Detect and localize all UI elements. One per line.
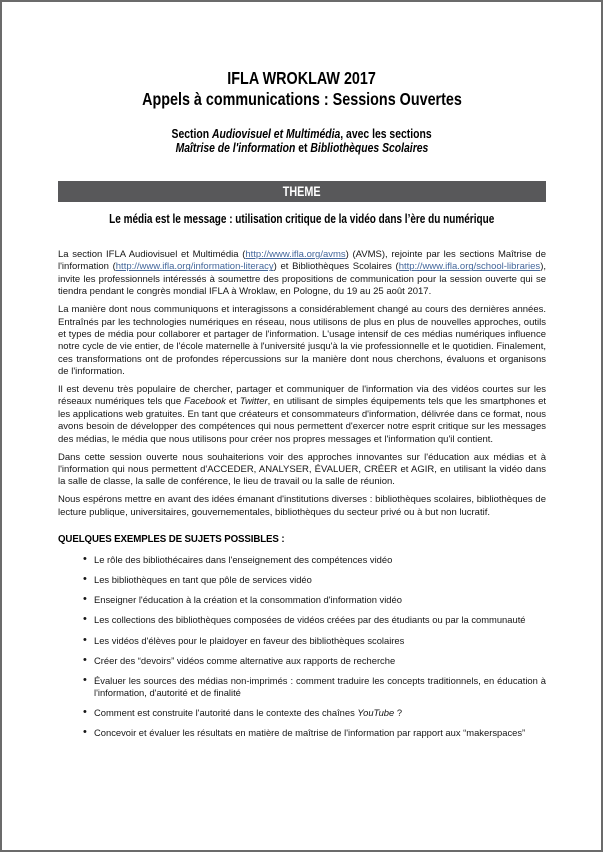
topic-item: • Les vidéos d'élèves pour le plaidoyer en faveur des bibliothèques scolaires	[58, 635, 546, 648]
topic-item: • Créer des “devoirs” vidéos comme alternative aux rapports de recherche	[58, 655, 546, 668]
topic-item: • Enseigner l'éducation à la création et la consommation d'information vidéo	[58, 594, 546, 607]
document-body	[58, 249, 546, 519]
section-subtitle	[58, 127, 546, 154]
information-literacy-link[interactable]: http://www.ifla.org/information-literacy	[115, 261, 274, 273]
topics-list	[58, 554, 546, 740]
title-line-1: IFLA WROKLAW 2017	[227, 68, 377, 88]
topic-item: • Le rôle des bibliothécaires dans l'enseignement des compétences vidéo	[58, 554, 546, 567]
avms-link[interactable]: http://www.ifla.org/avms	[245, 249, 346, 260]
document-title	[58, 68, 546, 110]
paragraph-session-goals: Dans cette session ouverte nous souhaiterions voir des approches innovantes sur l'éducation aux médias et à l'information qui nous permettent d'ACCEDER, ANALYSER, ÉVALUER, CRÉER et AGIR, en utilisant la vidéo dans la salle de classe, la salle de conférence, le lieu de travail ou la salle de réunion.	[58, 451, 546, 488]
youtube-term: YouTube	[357, 707, 395, 719]
section-line-2: Maîtrise de l'information et Bibliothèques Scolaires	[175, 139, 429, 155]
topics-heading: QUELQUES EXEMPLES DE SUJETS POSSIBLES :	[58, 534, 285, 546]
section-line-1: Section Audiovisuel et Multimédia, avec les sections	[171, 126, 433, 141]
twitter-term: Twitter	[239, 396, 268, 408]
paragraph-institutions: Nous espérons mettre en avant des idées émanant d'institutions diverses : bibliothèques scolaires, bibliothèques de lecture publique, universitaires, gouvernementales, bibliothèques du secteur privé ou à but non lucratif.	[58, 494, 546, 518]
topic-item: • Évaluer les sources des médias non-imprimés : comment traduire les concepts traditionnels, en éducation à l'information, d'autorité et de finalité	[58, 675, 546, 700]
section-il-name: Maîtrise de l'information	[175, 139, 296, 155]
theme-title: Le média est le message : utilisation critique de la vidéo dans l’ère du numérique	[109, 212, 495, 226]
topic-item: • Les bibliothèques en tant que pôle de services vidéo	[58, 574, 546, 587]
title-line-2: Appels à communications : Sessions Ouvertes	[142, 89, 462, 109]
theme-banner-label: THEME	[283, 184, 321, 199]
paragraph-social-video: Il est devenu très populaire de chercher, partager et communiquer de l'information via des vidéos courtes sur les réseaux numériques tels que Facebook et Twitter, en utilisant de simples équipements tels que les smartphones et les applications web gratuites. En tant que créateurs et consommateurs d'information, délivrée dans ce format, nous avons besoin de développer des compétences qui nous permettent d'exercer notre esprit critique sur les messages des médias, le média que nous utilisons pour créer nos propres messages et l'information qu'il contient.	[58, 384, 546, 445]
paragraph-intro: La section IFLA Audiovisuel et Multimédia (http://www.ifla.org/avms) (AVMS), rejointe par les sections Maîtrise de l'information (http://www.ifla.org/information-literacy) et Bibliothèques Scolaires (http://www.ifla.org/school-libraries), invite les professionnels intéressés à soumettre des propositions de communication pour la session ouverte qui se tiendra pendant le congrès mondial IFLA à Wroklaw, en Pologne, du 19 au 25 août 2017.	[58, 249, 546, 298]
section-avms-name: Audiovisuel et Multimédia	[212, 126, 341, 141]
topic-item: • Comment est construite l'autorité dans le contexte des chaînes YouTube ?	[58, 707, 546, 720]
paragraph-context: La manière dont nous communiquons et interagissons a considérablement changé au cours des dernières années. Entraînés par les technologies numériques en réseau, nous utilisons de plus en plus de nouvelles approches, outils et types de média pour collaborer et partager de l'information. L'usage intensif de ces médias numériques influence notre cycle de vie entier, de l'école maternelle à l'université jusqu'à la vie professionnelle et le quotidien. Finalement, ces transformations ont de profondes répercussions sur la manière dont nous cherchons, évaluons et organisons de l'information.	[58, 304, 546, 378]
facebook-term: Facebook	[184, 396, 226, 408]
section-schools-name: Bibliothèques Scolaires	[310, 139, 429, 155]
school-libraries-link[interactable]: http://www.ifla.org/school-libraries	[398, 261, 541, 273]
topic-item: • Les collections des bibliothèques composées de vidéos créées par des étudiants ou par la communauté	[58, 614, 546, 627]
topic-item: • Concevoir et évaluer les résultats en matière de maîtrise de l'information par rapport aux “makerspaces”	[58, 727, 546, 740]
theme-banner	[58, 181, 546, 202]
